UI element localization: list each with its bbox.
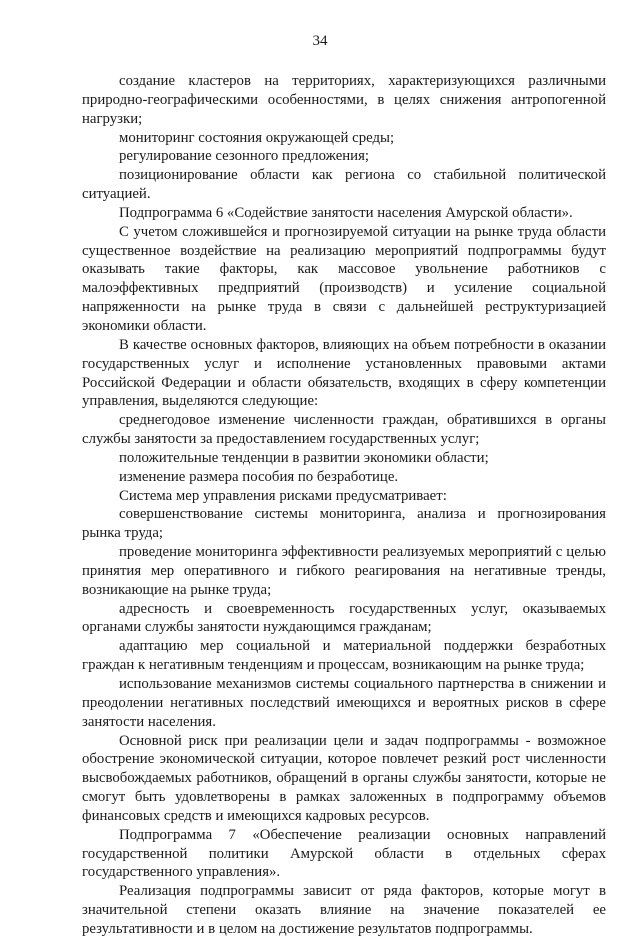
- document-body: [82, 72, 606, 939]
- paragraph: адресность и своевременность государственных услуг, оказываемых органами службы занятости нуждающимся гражданам;: [82, 600, 606, 636]
- paragraph: изменение размера пособия по безработице.: [119, 468, 399, 485]
- paragraph-subprogram-6-heading: Подпрограмма 6 «Содействие занятости населения Амурской области».: [119, 204, 573, 221]
- paragraph: С учетом сложившейся и прогнозируемой ситуации на рынке труда области существенное воздействие на реализацию мероприятий подпрограммы будут оказывать такие факторы, как массовое увольнение работников с малоэффективных предприятий (производств) и усиление социальной напряженности на рынке труда в связи с дальнейшей реструктуризацией экономики области.: [82, 223, 606, 334]
- paragraph: среднегодовое изменение численности граждан, обратившихся в органы службы занятости за предоставлением государственных услуг;: [82, 412, 606, 448]
- paragraph: использование механизмов системы социального партнерства в снижении и преодолении негативных последствий имеющихся и вероятных рисков в сфере занятости населения.: [82, 676, 606, 730]
- paragraph-subprogram-7-heading: Подпрограмма 7 «Обеспечение реализации основных направлений государственной политики Амурской области в отдельных сферах государственного управления».: [82, 826, 606, 881]
- paragraph: Реализация подпрограммы зависит от ряда факторов, которые могут в значительной степени оказать влияние на значение показателей ее результативности и в целом на достижение результатов подпрограммы.: [82, 883, 606, 937]
- paragraph: адаптацию мер социальной и материальной поддержки безработных граждан к негативным тенденциям и процессам, возникающим на рынке труда;: [82, 638, 606, 674]
- paragraph: проведение мониторинга эффективности реализуемых мероприятий с целью принятия мер оперативного и гибкого реагирования на негативные тренды, возникающие на рынке труда;: [82, 544, 606, 598]
- paragraph: создание кластеров на территориях, характеризующихся различными природно-географическими особенностями, в целях снижения антропогенной нагрузки;: [82, 73, 606, 127]
- paragraph: Система мер управления рисками предусматривает:: [119, 487, 447, 504]
- paragraph: регулирование сезонного предложения;: [119, 148, 370, 165]
- paragraph: позиционирование области как региона со стабильной политической ситуацией.: [82, 167, 606, 203]
- paragraph: В качестве основных факторов, влияющих на объем потребности в оказании государственных услуг и исполнение установленных правовыми актами Российской Федерации и области обязательств, входящих в сферу компетенции управления, выделяются следующие:: [82, 336, 606, 410]
- paragraph: совершенствование системы мониторинга, анализа и прогнозирования рынка труда;: [82, 506, 606, 542]
- paragraph: мониторинг состояния окружающей среды;: [119, 129, 395, 146]
- paragraph: Основной риск при реализации цели и задач подпрограммы - возможное обострение экономической ситуации, которое повлечет резкий рост численности высвобождаемых работников, обращений в органы службы занятости, которые не смогут быть удовлетворены в рамках заложенных в подпрограмму объемов финансовых средств и имеющихся кадровых ресурсов.: [82, 732, 606, 824]
- page-number: 34: [312, 33, 328, 49]
- paragraph: положительные тенденции в развитии экономики области;: [119, 449, 489, 466]
